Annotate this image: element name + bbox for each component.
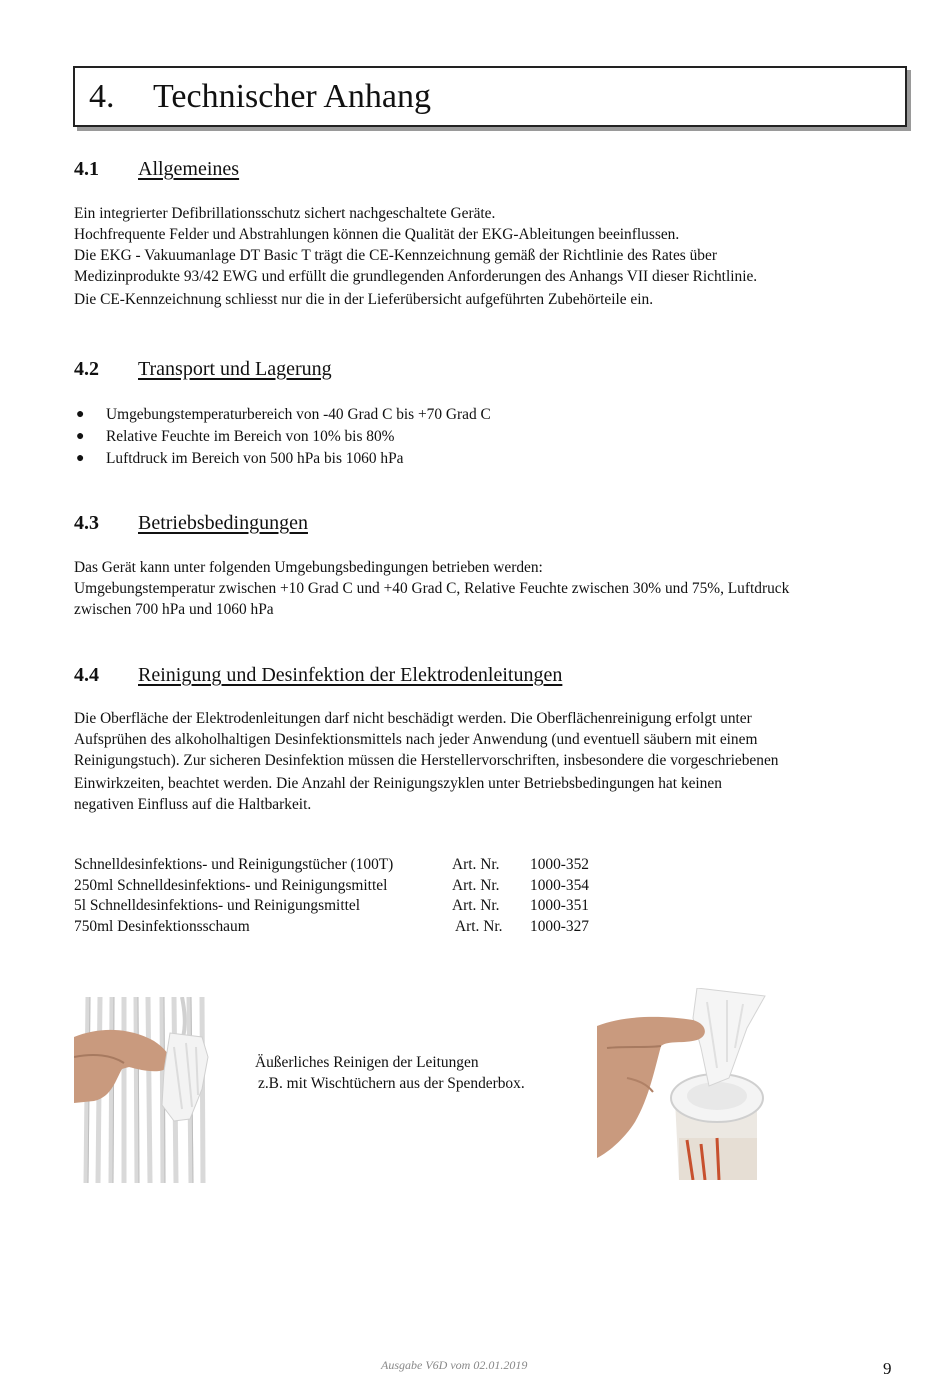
- product-name: 5l Schnelldesinfektions- und Reinigungsmittel: [74, 897, 360, 915]
- section-4-3-text: [74, 557, 789, 620]
- page-number: 9: [883, 1359, 892, 1378]
- text-line: Die CE-Kennzeichnung schliesst nur die in der Lieferübersicht aufgeführten Zubehörteile ein.: [74, 291, 654, 308]
- bullet-icon: ●: [76, 429, 85, 444]
- text-line: Das Gerät kann unter folgenden Umgebungsbedingungen betrieben werden:: [74, 559, 543, 576]
- text-line: zwischen 700 hPa und 1060 hPa: [74, 601, 274, 618]
- article-label: Art. Nr.: [452, 897, 500, 915]
- text-line: Die EKG - Vakuumanlage DT Basic T trägt die CE-Kennzeichnung gemäß der Richtlinie des Rates über: [74, 247, 717, 264]
- chapter-heading-box: [73, 66, 907, 127]
- list-item: ● Luftdruck im Bereich von 500 hPa bis 1060 hPa: [74, 448, 491, 470]
- photo-wipe-dispenser: [597, 988, 769, 1180]
- product-name: Schnelldesinfektions- und Reinigungstücher (100T): [74, 856, 394, 873]
- text-line: Medizinprodukte 93/42 EWG und erfüllt die grundlegenden Anforderungen des Anhangs VII dieser Richtlinie.: [74, 268, 758, 285]
- text-line: negativen Einfluss auf die Haltbarkeit.: [74, 796, 312, 813]
- product-table: [74, 855, 589, 937]
- text-line: Hochfrequente Felder und Abstrahlungen können die Qualität der EKG-Ableitungen beeinflussen.: [74, 226, 680, 243]
- text-line: Ein integrierter Defibrillationsschutz sichert nachgeschaltete Geräte.: [74, 205, 496, 222]
- article-label: Art. Nr.: [455, 917, 503, 935]
- section-heading-4-1: [74, 158, 239, 181]
- storage-conditions-list: [74, 404, 491, 470]
- text-line: Umgebungstemperatur zwischen +10 Grad C und +40 Grad C, Relative Feuchte zwischen 30% und 75%, Luftdruck: [74, 580, 790, 597]
- list-item: ● Umgebungstemperaturbereich von -40 Grad C bis +70 Grad C: [74, 404, 491, 426]
- cable-cleaning-illustration: [74, 997, 226, 1183]
- text-line: Aufsprühen des alkoholhaltigen Desinfektionsmittels nach jeder Anwendung (und eventuell säubern mit einem: [74, 731, 758, 748]
- text-line: Die Oberfläche der Elektrodenleitungen darf nicht beschädigt werden. Die Oberflächenreinigung erfolgt unter: [74, 710, 752, 727]
- section-heading-4-2: [74, 358, 332, 381]
- section-heading-4-4: [74, 664, 562, 687]
- dispenser-box-illustration: [597, 988, 769, 1180]
- article-number: 1000-354: [530, 876, 589, 894]
- table-row: [74, 855, 589, 876]
- product-name: 750ml Desinfektionsschaum: [74, 917, 250, 935]
- section-number: 4.3: [74, 512, 99, 534]
- section-number: 4.2: [74, 358, 99, 380]
- article-number: 1000-351: [530, 897, 589, 915]
- caption-line-1: Äußerliches Reinigen der Leitungen: [255, 1054, 479, 1071]
- section-title: Allgemeines: [138, 158, 240, 180]
- footer-edition: Ausgabe V6D vom 02.01.2019: [381, 1358, 528, 1372]
- bullet-icon: ●: [76, 451, 85, 466]
- section-title: Betriebsbedingungen: [138, 512, 308, 534]
- section-title: Reinigung und Desinfektion der Elektrodenleitungen: [138, 664, 563, 686]
- table-row: [74, 876, 589, 897]
- article-number: 1000-352: [530, 856, 589, 873]
- section-number: 4.4: [74, 664, 99, 686]
- article-label: Art. Nr.: [452, 856, 500, 873]
- section-heading-4-3: [74, 512, 308, 535]
- section-4-1-text: [74, 203, 757, 310]
- product-name: 250ml Schnelldesinfektions- und Reinigungsmittel: [74, 876, 388, 894]
- bullet-icon: ●: [76, 407, 85, 422]
- chapter-number: 4.: [89, 78, 115, 115]
- caption-line-2: z.B. mit Wischtüchern aus der Spenderbox.: [258, 1075, 525, 1092]
- photo-wiping-cables: [74, 997, 226, 1183]
- text-line: Einwirkzeiten, beachtet werden. Die Anzahl der Reinigungszyklen unter Betriebsbedingungen hat keinen: [74, 775, 722, 792]
- list-item: ● Relative Feuchte im Bereich von 10% bis 80%: [74, 426, 491, 448]
- article-label: Art. Nr.: [452, 876, 500, 894]
- article-number: 1000-327: [530, 917, 589, 935]
- section-4-4-text: [74, 708, 778, 815]
- table-row: [74, 896, 589, 917]
- section-title: Transport und Lagerung: [138, 358, 332, 380]
- text-line: Reinigungstuch). Zur sicheren Desinfektion müssen die Herstellervorschriften, insbesondere die vorgeschriebenen: [74, 752, 779, 769]
- photo-caption: [255, 1052, 525, 1094]
- chapter-title: Technischer Anhang: [153, 78, 432, 115]
- table-row: [74, 917, 589, 938]
- section-number: 4.1: [74, 158, 99, 180]
